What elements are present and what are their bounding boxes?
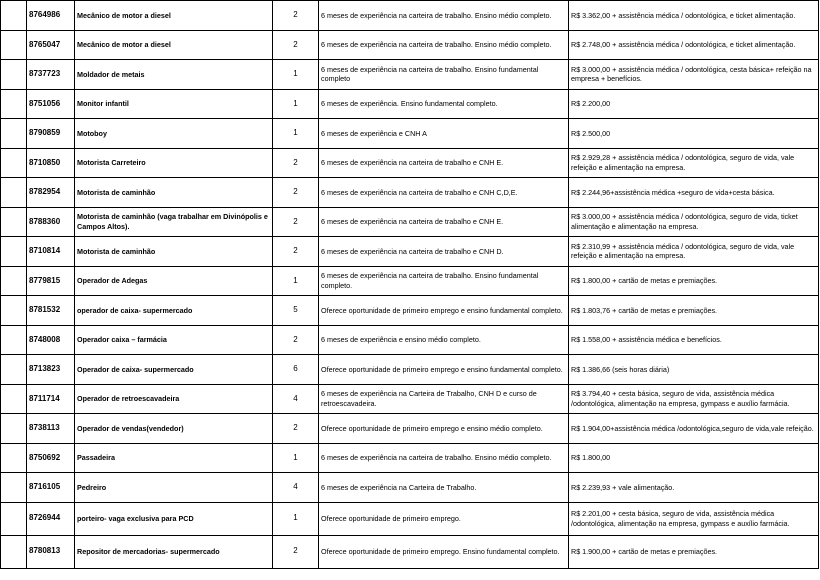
salary-benefits: R$ 2.748,00 + assistência médica / odontológica, e ticket alimentação.	[569, 30, 819, 60]
table-row	[1, 207, 819, 237]
table-row	[1, 178, 819, 208]
job-requirements: Oferece oportunidade de primeiro emprego. Ensino fundamental completo.	[319, 535, 569, 568]
job-requirements: 6 meses de experiência na carteira de trabalho e CNH E.	[319, 148, 569, 178]
salary-benefits: R$ 3.794,40 + cesta básica, seguro de vida, assistência médica /odontológica, alimentação na empresa, gympass e auxílio farmácia.	[569, 384, 819, 414]
salary-benefits: R$ 1.803,76 + cartão de metas e premiações.	[569, 296, 819, 326]
table-row	[1, 30, 819, 60]
salary-benefits: R$ 3.362,00 + assistência médica / odontológica, e ticket alimentação.	[569, 1, 819, 31]
job-requirements: 6 meses de experiência na carteira de trabalho. Ensino médio completo.	[319, 30, 569, 60]
table-row	[1, 414, 819, 444]
row-marker-cell	[1, 384, 27, 414]
job-requirements: 6 meses de experiência na carteira de trabalho. Ensino médio completo.	[319, 443, 569, 473]
job-code: 8780813	[27, 535, 75, 568]
salary-benefits: R$ 1.800,00	[569, 443, 819, 473]
salary-benefits: R$ 1.558,00 + assistência médica e benefícios.	[569, 325, 819, 355]
table-row	[1, 443, 819, 473]
vacancy-count: 1	[273, 502, 319, 535]
vacancy-count: 2	[273, 207, 319, 237]
job-requirements: 6 meses de experiência na carteira de trabalho. Ensino médio completo.	[319, 1, 569, 31]
job-code: 8737723	[27, 60, 75, 90]
table-row	[1, 237, 819, 267]
row-marker-cell	[1, 119, 27, 149]
salary-benefits: R$ 3.000,00 + assistência médica / odontológica, seguro de vida, ticket alimentação e alimentação na empresa.	[569, 207, 819, 237]
job-title: Mecânico de motor a diesel	[75, 30, 273, 60]
table-row	[1, 535, 819, 568]
job-code: 8710850	[27, 148, 75, 178]
row-marker-cell	[1, 355, 27, 385]
vacancy-count: 1	[273, 443, 319, 473]
job-requirements: Oferece oportunidade de primeiro emprego e ensino médio completo.	[319, 414, 569, 444]
job-requirements: 6 meses de experiência na carteira de trabalho e CNH E.	[319, 207, 569, 237]
job-title: Motorista Carreteiro	[75, 148, 273, 178]
job-title: Operador de Adegas	[75, 266, 273, 296]
job-requirements: 6 meses de experiência. Ensino fundamental completo.	[319, 89, 569, 119]
job-title: Moldador de metais	[75, 60, 273, 90]
job-title: Operador de retroescavadeira	[75, 384, 273, 414]
table-row	[1, 384, 819, 414]
row-marker-cell	[1, 502, 27, 535]
job-code: 8790859	[27, 119, 75, 149]
row-marker-cell	[1, 60, 27, 90]
vacancy-count: 2	[273, 148, 319, 178]
job-code: 8710814	[27, 237, 75, 267]
job-code: 8788360	[27, 207, 75, 237]
vacancy-count: 2	[273, 414, 319, 444]
table-row	[1, 296, 819, 326]
salary-benefits: R$ 1.904,00+assistência médica /odontológica,seguro de vida,vale refeição.	[569, 414, 819, 444]
job-requirements: 6 meses de experiência na Carteira de Trabalho, CNH D e curso de retroescavadeira.	[319, 384, 569, 414]
salary-benefits: R$ 3.000,00 + assistência médica / odontológica, cesta básica+ refeição na empresa + benefícios.	[569, 60, 819, 90]
row-marker-cell	[1, 1, 27, 31]
job-title: Operador de vendas(vendedor)	[75, 414, 273, 444]
table-row	[1, 502, 819, 535]
job-title: operador de caixa- supermercado	[75, 296, 273, 326]
job-code: 8738113	[27, 414, 75, 444]
vacancy-count: 6	[273, 355, 319, 385]
row-marker-cell	[1, 266, 27, 296]
row-marker-cell	[1, 296, 27, 326]
job-requirements: 6 meses de experiência na carteira de trabalho e CNH D.	[319, 237, 569, 267]
salary-benefits: R$ 1.386,66 (seis horas diária)	[569, 355, 819, 385]
table-row	[1, 355, 819, 385]
vacancy-count: 4	[273, 473, 319, 503]
job-code: 8748008	[27, 325, 75, 355]
job-code: 8751056	[27, 89, 75, 119]
job-requirements: 6 meses de experiência na Carteira de Trabalho.	[319, 473, 569, 503]
vacancy-count: 2	[273, 30, 319, 60]
job-title: Motorista de caminhão (vaga trabalhar em Divinópolis e Campos Altos).	[75, 207, 273, 237]
salary-benefits: R$ 2.201,00 + cesta básica, seguro de vida, assistência médica /odontológica, alimentação na empresa, gympass e auxílio farmácia.	[569, 502, 819, 535]
row-marker-cell	[1, 237, 27, 267]
job-requirements: 6 meses de experiência na carteira de trabalho. Ensino fundamental completo.	[319, 266, 569, 296]
row-marker-cell	[1, 443, 27, 473]
row-marker-cell	[1, 207, 27, 237]
table-row	[1, 119, 819, 149]
job-code: 8779815	[27, 266, 75, 296]
table-row	[1, 325, 819, 355]
salary-benefits: R$ 2.500,00	[569, 119, 819, 149]
row-marker-cell	[1, 535, 27, 568]
job-title: Mecânico de motor a diesel	[75, 1, 273, 31]
job-requirements: 6 meses de experiência e CNH A	[319, 119, 569, 149]
salary-benefits: R$ 2.929,28 + assistência médica / odontológica, seguro de vida, vale refeição e alimentação na empresa.	[569, 148, 819, 178]
row-marker-cell	[1, 178, 27, 208]
salary-benefits: R$ 2.239,93 + vale alimentação.	[569, 473, 819, 503]
job-title: porteiro- vaga exclusiva para PCD	[75, 502, 273, 535]
vacancy-count: 2	[273, 1, 319, 31]
job-title: Motorista de caminhão	[75, 178, 273, 208]
job-code: 8782954	[27, 178, 75, 208]
table-row	[1, 89, 819, 119]
row-marker-cell	[1, 473, 27, 503]
vacancy-count: 1	[273, 119, 319, 149]
job-title: Passadeira	[75, 443, 273, 473]
job-requirements: Oferece oportunidade de primeiro emprego.	[319, 502, 569, 535]
salary-benefits: R$ 2.310,99 + assistência médica / odontológica, seguro de vida, vale refeição e alimentação na empresa.	[569, 237, 819, 267]
salary-benefits: R$ 2.200,00	[569, 89, 819, 119]
row-marker-cell	[1, 89, 27, 119]
job-code: 8764986	[27, 1, 75, 31]
job-title: Repositor de mercadorias- supermercado	[75, 535, 273, 568]
job-title: Operador de caixa- supermercado	[75, 355, 273, 385]
job-code: 8711714	[27, 384, 75, 414]
vacancy-count: 1	[273, 60, 319, 90]
job-title: Motoboy	[75, 119, 273, 149]
vacancy-count: 1	[273, 266, 319, 296]
row-marker-cell	[1, 148, 27, 178]
table-row	[1, 473, 819, 503]
vacancy-count: 2	[273, 178, 319, 208]
job-requirements: Oferece oportunidade de primeiro emprego e ensino fundamental completo.	[319, 355, 569, 385]
table-row	[1, 60, 819, 90]
job-code: 8716105	[27, 473, 75, 503]
job-code: 8750692	[27, 443, 75, 473]
job-requirements: 6 meses de experiência na carteira de trabalho e CNH C,D,E.	[319, 178, 569, 208]
table-row	[1, 266, 819, 296]
row-marker-cell	[1, 30, 27, 60]
vacancy-count: 2	[273, 325, 319, 355]
job-code: 8765047	[27, 30, 75, 60]
job-title: Monitor infantil	[75, 89, 273, 119]
table-row	[1, 1, 819, 31]
vacancy-count: 4	[273, 384, 319, 414]
job-code: 8713823	[27, 355, 75, 385]
job-title: Motorista de caminhão	[75, 237, 273, 267]
vacancy-count: 2	[273, 535, 319, 568]
salary-benefits: R$ 2.244,96+assistência médica +seguro de vida+cesta básica.	[569, 178, 819, 208]
job-title: Pedreiro	[75, 473, 273, 503]
row-marker-cell	[1, 414, 27, 444]
row-marker-cell	[1, 325, 27, 355]
vacancy-count: 1	[273, 89, 319, 119]
job-requirements: 6 meses de experiência e ensino médio completo.	[319, 325, 569, 355]
salary-benefits: R$ 1.800,00 + cartão de metas e premiações.	[569, 266, 819, 296]
job-title: Operador caixa – farmácia	[75, 325, 273, 355]
table-row	[1, 148, 819, 178]
vacancy-count: 5	[273, 296, 319, 326]
job-code: 8726944	[27, 502, 75, 535]
vacancy-count: 2	[273, 237, 319, 267]
salary-benefits: R$ 1.900,00 + cartão de metas e premiações.	[569, 535, 819, 568]
job-requirements: Oferece oportunidade de primeiro emprego e ensino fundamental completo.	[319, 296, 569, 326]
job-requirements: 6 meses de experiência na carteira de trabalho. Ensino fundamental completo	[319, 60, 569, 90]
job-code: 8781532	[27, 296, 75, 326]
